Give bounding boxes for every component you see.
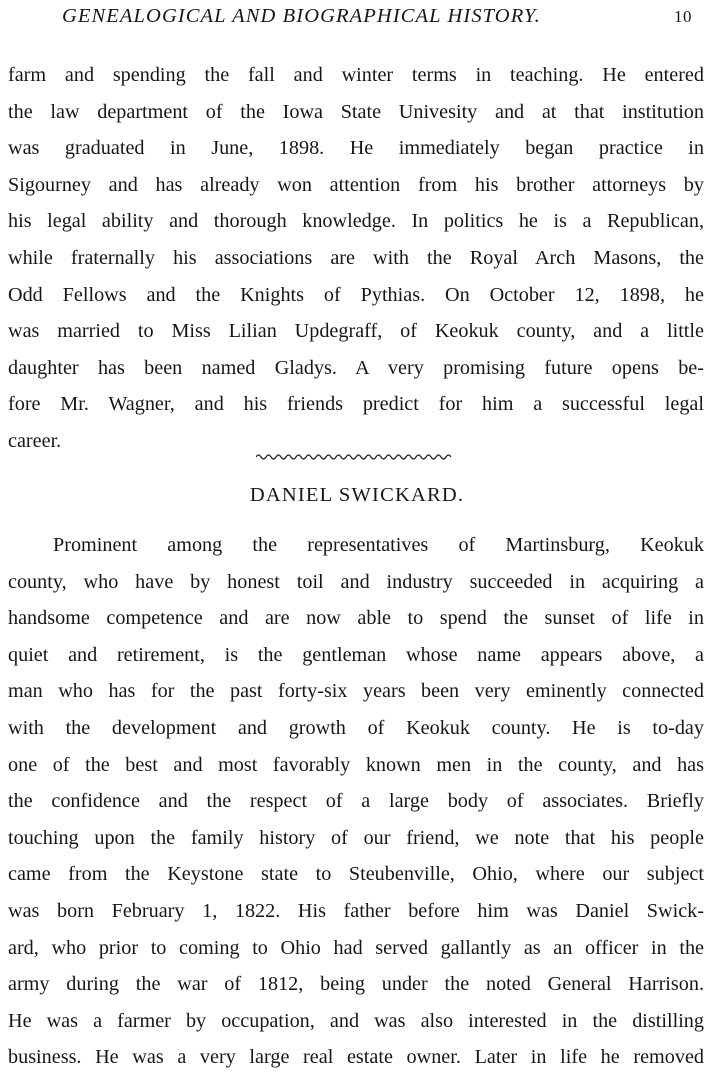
text-line: Prominent among the representatives of Martinsburg, Keokuk — [53, 534, 704, 556]
text-line: was married to Miss Lilian Updegraff, of Keokuk county, and a little — [8, 320, 704, 343]
text-line: was graduated in June, 1898. He immediately began practice in — [8, 137, 704, 160]
section-heading: DANIEL SWICKARD. — [249, 484, 465, 506]
text-line: one of the best and most favorably known men in the county, and has — [8, 753, 704, 776]
biography-paragraph — [8, 527, 704, 1076]
text-line: his legal ability and thorough knowledge. In politics he is a Republican, — [8, 210, 704, 233]
text-line: the confidence and the respect of a large body of associates. Briefly — [8, 790, 704, 813]
text-line: farm and spending the fall and winter terms in teaching. He entered — [8, 64, 704, 86]
text-line: was born February 1, 1822. His father before him was Daniel Swick- — [8, 899, 704, 922]
text-line: man who has for the past forty-six years been very eminently connected — [8, 680, 704, 703]
text-line: business. He was a very large real estate owner. Later in life he removed — [8, 1046, 704, 1069]
text-line: Sigourney and has already won attention from his brother attorneys by — [8, 173, 704, 196]
text-line: quiet and retirement, is the gentleman whose name appears above, a — [8, 643, 704, 666]
text-line: army during the war of 1812, being under the noted General Harrison. — [8, 973, 704, 996]
text-line: touching upon the family history of our friend, we note that his people — [8, 826, 704, 849]
text-line: fore Mr. Wagner, and his friends predict for him a successful legal — [8, 393, 704, 416]
previous-biography-ending — [8, 57, 704, 460]
wavy-divider-ornament — [256, 452, 452, 462]
text-line: career. — [8, 429, 62, 452]
text-line: while fraternally his associations are with the Royal Arch Masons, the — [8, 246, 704, 269]
text-line: county, who have by honest toil and industry succeeded in acquiring a — [8, 570, 704, 593]
text-line: handsome competence and are now able to spend the sunset of life in — [8, 607, 704, 630]
page-number: 10 — [674, 7, 692, 26]
text-line: the law department of the Iowa State Univesity and at that institution — [8, 100, 704, 123]
text-line: He was a farmer by occupation, and was also interested in the distilling — [8, 1009, 704, 1032]
text-line: Odd Fellows and the Knights of Pythias. On October 12, 1898, he — [8, 283, 704, 306]
text-line: ard, who prior to coming to Ohio had served gallantly as an officer in the — [8, 936, 704, 959]
text-line: came from the Keystone state to Steubenville, Ohio, where our subject — [8, 863, 704, 886]
running-title: GENEALOGICAL AND BIOGRAPHICAL HISTORY. — [62, 5, 541, 27]
text-line: daughter has been named Gladys. A very promising future opens be- — [8, 356, 704, 379]
text-line: with the development and growth of Keokuk county. He is to-day — [8, 716, 704, 739]
running-header — [62, 5, 692, 31]
